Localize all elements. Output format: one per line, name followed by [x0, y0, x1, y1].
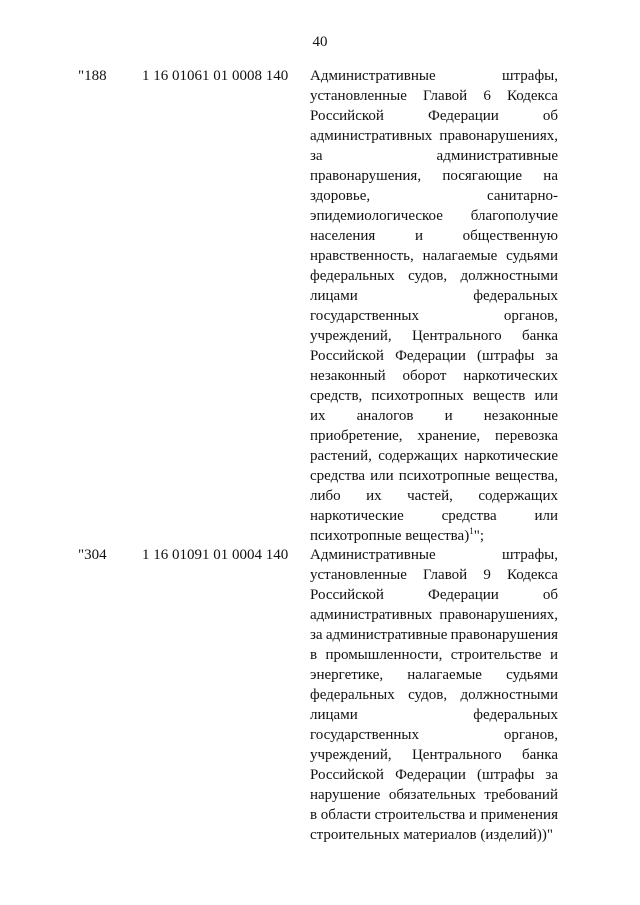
- description-word: учреждений,: [310, 328, 392, 344]
- description-word: нравственность,: [310, 248, 414, 264]
- description-word: должностными: [460, 687, 558, 703]
- description-word: строительства: [374, 807, 466, 823]
- description-word: средства: [310, 468, 366, 484]
- description-word: должностными: [460, 268, 558, 284]
- description-word: либо: [310, 488, 341, 504]
- description-line: [310, 146, 558, 166]
- description-word: общественную: [462, 228, 558, 244]
- description-word: 6: [483, 88, 491, 104]
- description-word: Российской: [310, 348, 384, 364]
- description-line: [310, 186, 558, 206]
- description-word: содержащих: [478, 488, 558, 504]
- description-word: федеральных: [473, 288, 558, 304]
- description-word: административных: [310, 607, 433, 623]
- description-word: Федерации: [395, 767, 466, 783]
- description-word: Российской: [310, 587, 384, 603]
- description-line: [310, 306, 558, 326]
- description-word: за: [545, 767, 558, 783]
- description-word: применения: [480, 807, 558, 823]
- description-word: судьями: [506, 667, 558, 683]
- description-word: промышленности,: [325, 647, 443, 663]
- description-word: судьями: [506, 248, 558, 264]
- description-word: наркотические: [464, 448, 558, 464]
- description-line: [310, 565, 558, 585]
- footnote-marker: 1: [469, 526, 474, 536]
- description-line: [310, 466, 558, 486]
- description-word: оборот: [402, 368, 447, 384]
- description-word: Главой: [423, 567, 468, 583]
- row-description: [310, 545, 558, 845]
- description-line: [310, 326, 558, 346]
- description-word: штрафы,: [502, 547, 558, 563]
- description-word: административные: [325, 627, 448, 643]
- description-word: Административные: [310, 68, 436, 84]
- budget-classification-code: 1 16 01091 01 0004 140: [142, 547, 289, 563]
- description-word: в: [310, 647, 318, 663]
- description-word: хранение,: [417, 428, 481, 444]
- description-line: [310, 426, 558, 446]
- description-line: [310, 226, 558, 246]
- description-word: энергетике,: [310, 667, 384, 683]
- description-word: растений,: [310, 448, 372, 464]
- description-word: Российской: [310, 767, 384, 783]
- description-word: правонарушения: [450, 627, 558, 643]
- description-word: здоровье,: [310, 188, 371, 204]
- description-word: на: [543, 168, 558, 184]
- row-number: "188: [78, 68, 107, 84]
- description-line: [310, 406, 558, 426]
- description-word: установленные: [310, 88, 407, 104]
- description-line: [310, 585, 558, 605]
- description-word: лицами: [310, 288, 358, 304]
- description-line: [310, 506, 558, 526]
- description-word: благополучие: [470, 208, 558, 224]
- description-word: правонарушения,: [310, 168, 422, 184]
- description-word: частей,: [407, 488, 453, 504]
- description-line: [310, 685, 558, 705]
- description-last-line: [310, 825, 558, 845]
- description-word: населения: [310, 228, 376, 244]
- description-word: и: [549, 647, 558, 663]
- description-word: веществ: [472, 388, 526, 404]
- description-word: строительных материалов (изделий))": [310, 827, 553, 843]
- description-word: федеральных: [310, 687, 395, 703]
- description-word: психотропные вещества)$^1$";: [310, 526, 485, 544]
- description-word: налагаемые: [422, 248, 498, 264]
- description-word: налагаемые: [407, 667, 482, 683]
- description-word: средств,: [310, 388, 363, 404]
- description-word: и: [444, 408, 453, 424]
- description-line: [310, 366, 558, 386]
- description-word: (штрафы: [477, 348, 535, 364]
- description-word: (штрафы: [477, 767, 535, 783]
- description-line: [310, 166, 558, 186]
- description-line: [310, 605, 558, 625]
- description-line: [310, 106, 558, 126]
- description-word: Кодекса: [506, 88, 558, 104]
- description-line: [310, 745, 558, 765]
- description-line: [310, 765, 558, 785]
- description-word: административные: [436, 148, 558, 164]
- description-word: их: [310, 408, 326, 424]
- description-word: банка: [521, 328, 558, 344]
- description-word: посягающие: [442, 168, 523, 184]
- description-line: [310, 725, 558, 745]
- description-last-line: [310, 526, 558, 546]
- description-word: об: [542, 108, 558, 124]
- description-word: судов,: [408, 268, 448, 284]
- description-word: федеральных: [310, 268, 395, 284]
- row-description: [310, 66, 558, 546]
- closing-quote: ";: [473, 528, 485, 544]
- description-word: Центрального: [411, 747, 502, 763]
- description-word: психотропных: [371, 388, 464, 404]
- description-word: незаконный: [310, 368, 386, 384]
- description-word: органов,: [503, 727, 558, 743]
- description-line: [310, 286, 558, 306]
- description-line: [310, 665, 558, 685]
- description-line: [310, 486, 558, 506]
- description-word: аналогов: [356, 408, 414, 424]
- description-word: Кодекса: [506, 567, 558, 583]
- description-line: [310, 805, 558, 825]
- description-word: органов,: [503, 308, 558, 324]
- description-word: наркотические: [310, 508, 404, 524]
- description-line: [310, 645, 558, 665]
- description-word: психотропные: [398, 468, 491, 484]
- description-word: или: [534, 388, 558, 404]
- description-line: [310, 126, 558, 146]
- page-number: 40: [312, 34, 328, 50]
- budget-classification-code: 1 16 01061 01 0008 140: [142, 68, 289, 84]
- description-word: нарушение: [310, 787, 381, 803]
- description-line: [310, 386, 558, 406]
- description-word: Российской: [310, 108, 384, 124]
- description-word: лицами: [310, 707, 358, 723]
- description-line: [310, 625, 558, 645]
- description-word: за: [310, 627, 323, 643]
- description-word: Главой: [423, 88, 468, 104]
- description-word: установленные: [310, 567, 407, 583]
- description-line: [310, 206, 558, 226]
- description-word: требований: [484, 787, 558, 803]
- description-word: Административные: [310, 547, 436, 563]
- description-word: банка: [521, 747, 558, 763]
- description-line: [310, 346, 558, 366]
- description-line: [310, 246, 558, 266]
- description-word: судов,: [408, 687, 448, 703]
- description-word: штрафы,: [502, 68, 558, 84]
- description-word: наркотических: [463, 368, 558, 384]
- description-word: административных: [310, 128, 433, 144]
- description-word: строительстве: [450, 647, 542, 663]
- description-word: Федерации: [427, 108, 499, 124]
- description-word: Федерации: [395, 348, 466, 364]
- description-word: правонарушениях,: [439, 607, 558, 623]
- description-word: в: [310, 807, 318, 823]
- description-word: и: [468, 807, 477, 823]
- description-word: средства: [441, 508, 497, 524]
- description-word: за: [545, 348, 558, 364]
- description-word: об: [542, 587, 558, 603]
- description-word: перевозка: [495, 428, 558, 444]
- description-word: эпидемиологическое: [310, 208, 443, 224]
- description-word: санитарно-: [487, 188, 558, 204]
- description-word: Федерации: [427, 587, 499, 603]
- description-word: или: [370, 468, 394, 484]
- description-line: [310, 446, 558, 466]
- description-word: 9: [483, 567, 491, 583]
- description-word: государственных: [310, 727, 419, 743]
- description-word: Центрального: [411, 328, 502, 344]
- description-line: [310, 545, 558, 565]
- description-word: области: [320, 807, 371, 823]
- description-line: [310, 66, 558, 86]
- description-word: за: [310, 148, 323, 164]
- description-line: [310, 266, 558, 286]
- description-word: государственных: [310, 308, 419, 324]
- description-word: федеральных: [473, 707, 558, 723]
- row-number: "304: [78, 547, 107, 563]
- description-line: [310, 86, 558, 106]
- description-word: или: [534, 508, 558, 524]
- description-word: вещества,: [495, 468, 558, 484]
- description-word: приобретение,: [310, 428, 403, 444]
- description-word: правонарушениях,: [439, 128, 558, 144]
- description-word: их: [366, 488, 382, 504]
- description-line: [310, 705, 558, 725]
- description-word: и: [414, 228, 423, 244]
- description-line: [310, 785, 558, 805]
- description-word: незаконные: [483, 408, 558, 424]
- description-word: обязательных: [388, 787, 476, 803]
- description-word: учреждений,: [310, 747, 392, 763]
- description-word: содержащих: [378, 448, 458, 464]
